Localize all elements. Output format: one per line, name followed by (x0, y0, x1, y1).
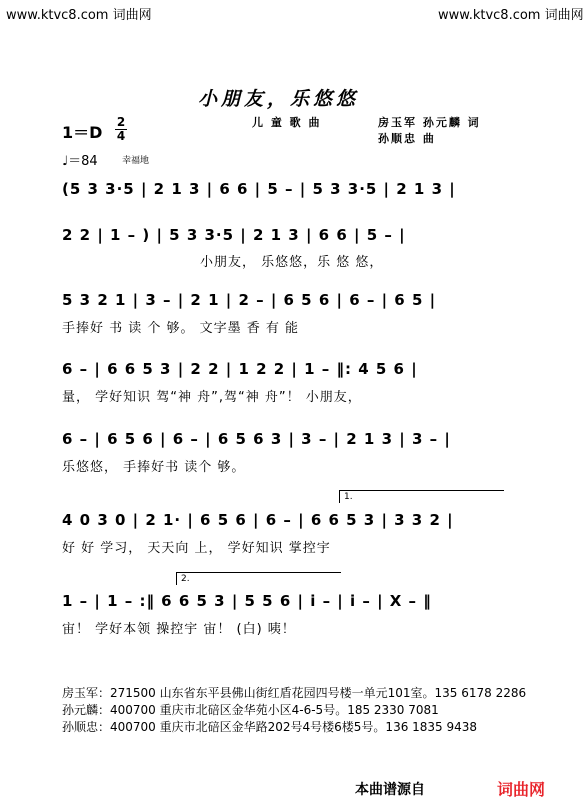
style-mark: 幸福地 (122, 156, 150, 166)
volta-2: 2. (176, 572, 341, 585)
score-row-5-notes: 6 – | 6 5 6 | 6 – | 6 5 6 3 | 3 – | 2 1 3 | 3 – | (62, 430, 451, 448)
tempo-mark: ♩＝84 (62, 154, 98, 169)
key-signature: 1＝D (62, 123, 103, 142)
score-row-4-notes: 6 – | 6 6 5 3 | 2 2 | 1 2 2 | 1 – ‖: 4 5 6 | (62, 360, 418, 378)
lyricists: 房玉军 孙元麟 词 (378, 116, 481, 129)
site-logo[interactable]: 词曲网 (497, 780, 546, 799)
time-signature (114, 116, 128, 143)
score-row-3-notes: 5 3 2 1 | 3 – | 2 1 | 2 – | 6 5 6 | 6 – | 6 5 | (62, 291, 437, 309)
contact-sun-shunzhong: 孙顺忠：400700 重庆市北碚区金华路202号4号楼6楼5号。136 1835 9438 (62, 720, 478, 734)
song-genre: 儿 童 歌 曲 (252, 116, 322, 129)
score-row-3-lyrics: 手捧好 书 读 个 够。 文字墨 香 有 能 (62, 321, 300, 336)
score-row-2-lyrics: 小朋友， 乐悠悠，乐 悠 悠， (200, 255, 384, 270)
volta-1: 1. (339, 490, 504, 503)
contact-sun-yuanlin: 孙元麟：400700 重庆市北碚区金华苑小区4-6-5号。185 2330 7081 (62, 703, 439, 717)
score-row-7-lyrics: 宙！ 学好本领 操控宇 宙！ (白) 咦！ (62, 622, 296, 637)
composer: 孙顺忠 曲 (378, 132, 436, 145)
score-row-5-lyrics: 乐悠悠， 手捧好书 读个 够。 (62, 460, 246, 475)
score-row-6-lyrics: 好 好 学习， 天天向 上， 学好知识 掌控宇 (62, 541, 331, 556)
watermark-left: www.ktvc8.com 词曲网 (6, 8, 152, 23)
contact-fang: 房玉军：271500 山东省东平县佛山街红盾花园四号楼一单元101室。135 6178 2286 (62, 686, 527, 700)
score-row-2-notes: 2 2 | 1 – ) | 5 3 3·5 | 2 1 3 | 6 6 | 5 – | (62, 226, 406, 244)
watermark-right: www.ktvc8.com 词曲网 (438, 8, 584, 23)
score-row-6-notes: 4 0 3 0 | 2 1· | 6 5 6 | 6 – | 6 6 5 3 | 3 3 2 | (62, 511, 454, 529)
source-note: 本曲谱源自 (355, 782, 425, 798)
song-title: 小朋友，乐悠悠 (198, 88, 360, 110)
score-row-4-lyrics: 量， 学好知识 驾“神 舟”,驾“神 舟”！ 小朋友， (62, 390, 362, 405)
score-row-7-notes: 1 – | 1 – :‖ 6 6 5 3 | 5 5 6 | i – | i – | X – ‖ (62, 592, 432, 610)
time-top: 2 (116, 115, 126, 129)
score-row-1-notes: (5 3 3·5 | 2 1 3 | 6 6 | 5 – | 5 3 3·5 | 2 1 3 | (62, 180, 456, 198)
time-bottom: 4 (116, 129, 126, 143)
